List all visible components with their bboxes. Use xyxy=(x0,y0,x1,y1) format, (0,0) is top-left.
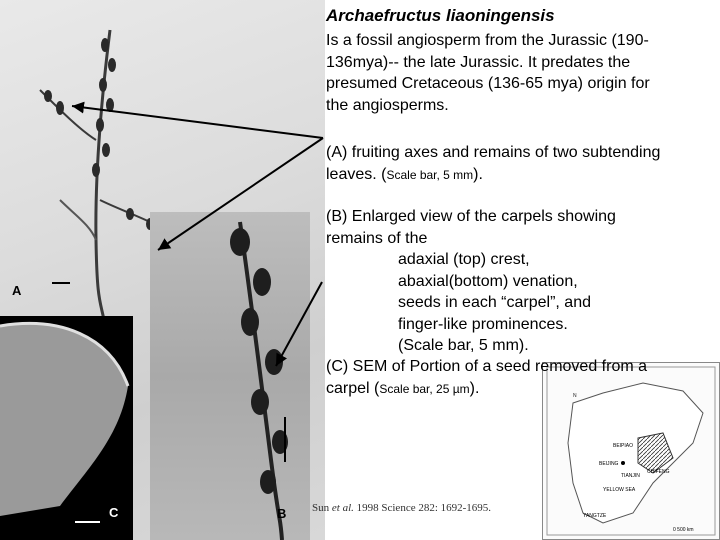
intro-paragraph xyxy=(326,30,650,116)
intro-line: presumed Cretaceous (136-65 mya) origin for xyxy=(326,75,650,92)
caption-b-item: abaxial(bottom) venation, xyxy=(398,272,578,290)
caption-a-scale: Scale bar, 5 mm xyxy=(386,167,474,182)
caption-c-line: (C) SEM of Portion of a seed removed from a xyxy=(326,358,648,375)
caption-c-end: ). xyxy=(469,379,480,397)
caption-c xyxy=(326,356,647,400)
citation-etal: et al. xyxy=(331,502,354,514)
caption-a-end: ). xyxy=(473,165,483,183)
caption-a-text: leaves. ( xyxy=(326,165,387,183)
intro-line: the angiosperms. xyxy=(326,96,449,114)
caption-b-line: remains of the xyxy=(326,229,428,247)
panel-label-c: C xyxy=(109,505,119,520)
svg-text:N: N xyxy=(573,393,577,399)
caption-b-item: adaxial (top) crest, xyxy=(398,251,530,268)
intro-line: Is a fossil angiosperm from the Jurassic (190- xyxy=(326,32,649,49)
map-label: TIANJIN xyxy=(621,473,640,479)
caption-b-item: seeds in each “carpel”, and xyxy=(398,294,591,311)
caption-b-item: (Scale bar, 5 mm). xyxy=(398,337,529,354)
caption-a-line: (A) fruiting axes and remains of two subtending xyxy=(326,144,661,161)
caption-c-scale: Scale bar, 25 µm xyxy=(379,381,470,396)
map-label: YELLOW SEA xyxy=(603,487,636,493)
citation-authors: Sun xyxy=(312,502,332,514)
panel-label-b: B xyxy=(277,506,287,521)
arrow-to-panel-b xyxy=(158,138,323,250)
map-label: CHIFENG xyxy=(647,469,670,475)
arrow-to-seed xyxy=(276,282,322,366)
caption-a xyxy=(326,142,660,186)
caption-c-line xyxy=(326,378,647,401)
caption-b-line: (B) Enlarged view of the carpels showing xyxy=(326,208,616,225)
map-label: BEIPIAO xyxy=(613,443,634,449)
intro-line: 136mya)-- the late Jurassic. It predates the xyxy=(326,53,631,71)
caption-a-line xyxy=(326,164,660,187)
map-label: YANGTZE xyxy=(583,513,607,519)
caption-c-text: carpel ( xyxy=(326,379,380,397)
panel-label-a: A xyxy=(12,283,22,298)
arrow-to-panel-a xyxy=(72,106,323,138)
citation xyxy=(312,502,491,514)
caption-b xyxy=(326,206,616,357)
caption-b-item: finger-like prominences. xyxy=(398,315,568,333)
species-title: Archaefructus liaoningensis xyxy=(326,6,555,25)
map-scale: 0 500 km xyxy=(673,527,694,533)
citation-source: 1998 Science 282: 1692-1695. xyxy=(353,502,492,514)
map-label: BEIJING xyxy=(599,461,619,467)
